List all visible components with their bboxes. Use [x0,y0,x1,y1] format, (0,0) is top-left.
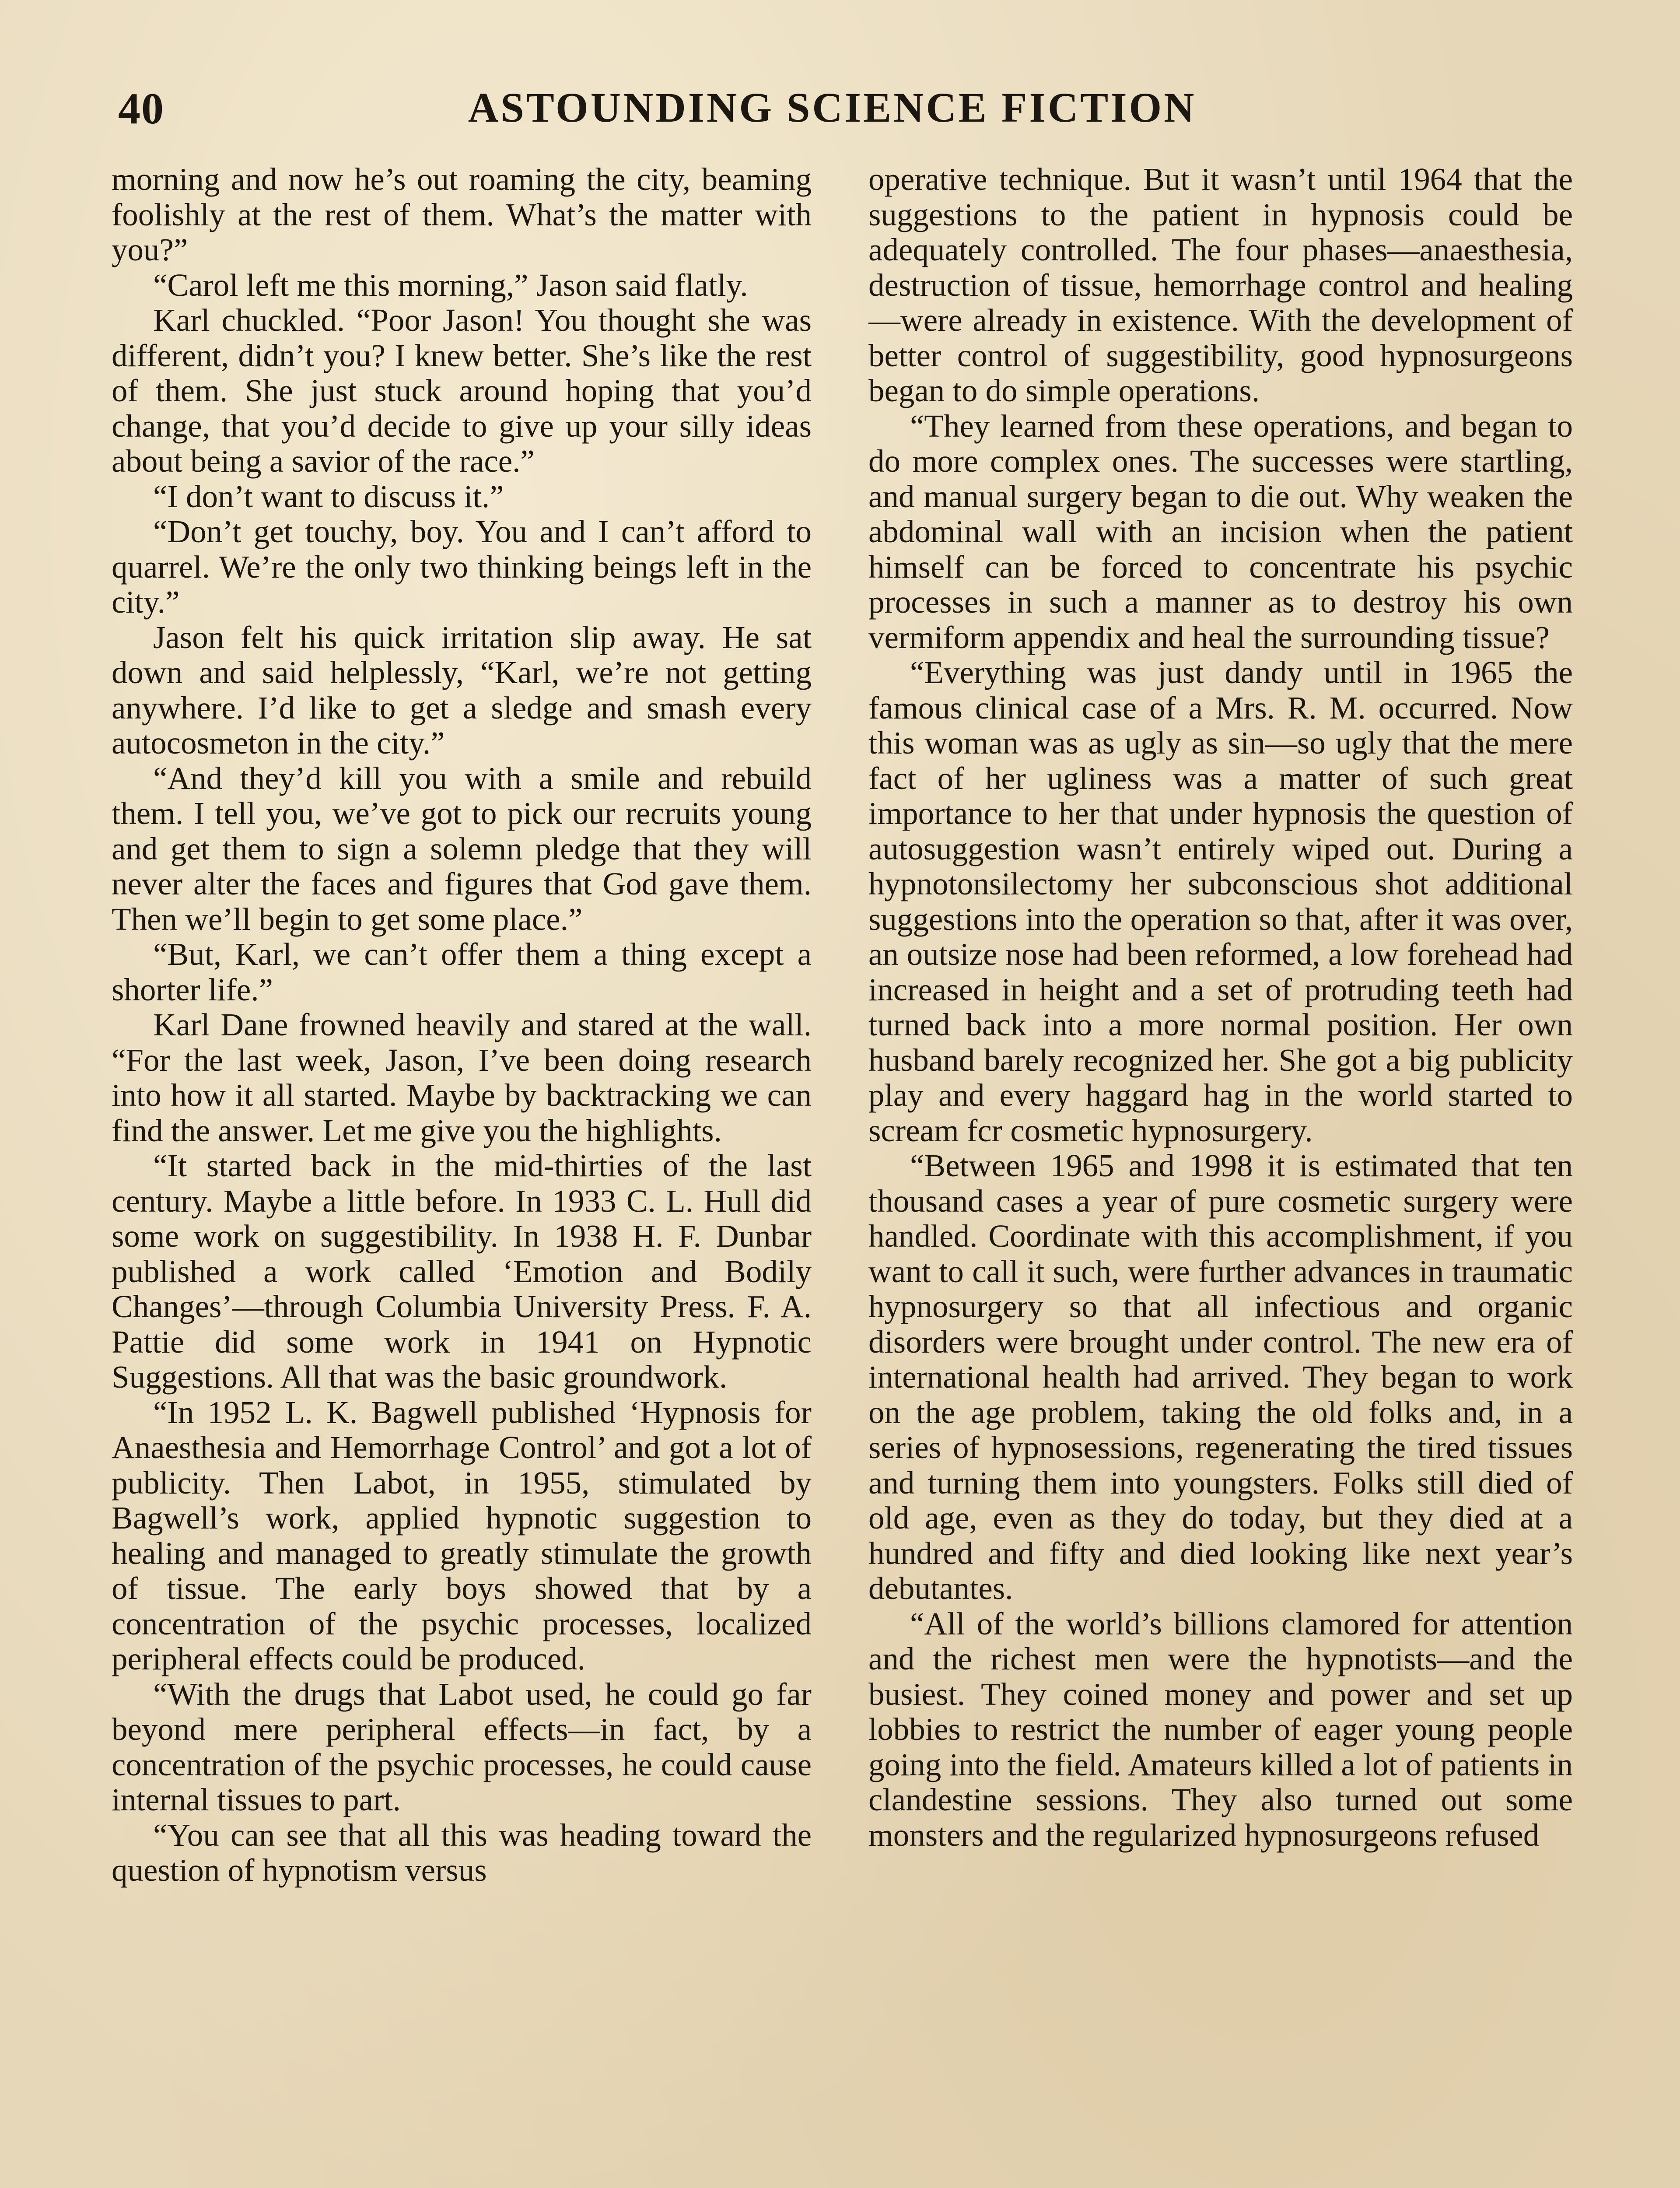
right-column [868,162,1573,2188]
page-number: 40 [118,84,164,133]
paragraph: “Carol left me this morning,” Jason said flatly. [153,267,748,303]
page-header [109,83,1575,144]
paragraph: morning and now he’s out roaming the city, beaming foolishly at the rest of them. What’s the matter with you?” [112,162,812,267]
paragraph: Karl Dane frowned heavily and stared at the wall. “For the last week, Jason, I’ve been doing research into how it all started. Maybe by backtracking we can find the answer. Let me give you the highlights. [112,1007,812,1148]
paragraph: “It started back in the mid-thirties of the last century. Maybe a little before. In 1933 C. L. Hull did some work on suggestibility. In 1938 H. F. Dunbar published a work called ‘Emotion and Bodily Changes’—through Columbia University Press. F. A. Pattie did some work in 1941 on Hypnotic Suggestions. All that was the basic groundwork. [112,1148,812,1395]
left-column [112,162,812,2188]
paragraph: “In 1952 L. K. Bagwell published ‘Hypnosis for Anaesthesia and Hemorrhage Control’ and got a lot of publicity. Then Labot, in 1955, stimulated by Bagwell’s work, applied hypnotic suggestion to healing and managed to greatly stimulate the growth of tissue. The early boys showed that by a concentration of the psychic processes, localized peripheral effects could be produced. [112,1394,812,1676]
paragraph: “And they’d kill you with a smile and rebuild them. I tell you, we’ve got to pick our recruits young and get them to sign a solemn pledge that they will never alter the faces and figures that God gave them. Then we’ll begin to get some place.” [112,760,812,937]
paragraph: Karl chuckled. “Poor Jason! You thought she was different, didn’t you? I knew better. She’s like the rest of them. She just stuck around hoping that you’d change, that you’d decide to give up your silly ideas about being a savior of the race.” [112,302,812,479]
paragraph: “But, Karl, we can’t offer them a thing except a shorter life.” [112,936,812,1007]
paragraph: “Don’t get touchy, boy. You and I can’t afford to quarrel. We’re the only two thinking beings left in the city.” [112,514,812,620]
paragraph: “With the drugs that Labot used, he could go far beyond mere peripheral effects—in fact, by a concentration of the psychic processes, he could cause internal tissues to part. [112,1676,812,1817]
paragraph: Jason felt his quick irritation slip away. He sat down and said helplessly, “Karl, we’re not getting anywhere. I’d like to get a sledge and smash every autocosmeton in the city.” [112,619,812,761]
paragraph: operative technique. But it wasn’t until 1964 that the suggestions to the patient in hypnosis could be adequately controlled. The four phases—anaesthesia, destruction of tissue, hemorrhage control and healing—were already in existence. With the development of better control of suggestibility, good hypnosurgeons began to do simple operations. [868,162,1573,408]
paragraph: “Everything was just dandy until in 1965 the famous clinical case of a Mrs. R. M. occurred. Now this woman was as ugly as sin—so ugly that the mere fact of her ugliness was a matter of such great importance to her that under hypnosis the question of autosuggestion wasn’t entirely wiped out. During a hypnotonsilectomy her subconscious shot additional suggestions into the operation so that, after it was over, an outsize nose had been reformed, a low forehead had increased in height and a set of protruding teeth had turned back into a more normal position. Her own husband barely recognized her. She got a big publicity play and every haggard hag in the world started to scream fcr cosmetic hypnosurgery. [868,655,1573,1148]
paragraph: “They learned from these operations, and began to do more complex ones. The successes were startling, and manual surgery began to die out. Why weaken the abdominal wall with an incision when the patient himself can be forced to concentrate his psychic processes in such a manner as to destroy his own vermiform appendix and heal the surrounding tissue? [868,408,1573,655]
paragraph: “I don’t want to discuss it.” [153,478,504,514]
paragraph: “You can see that all this was heading toward the question of hypnotism versus [112,1817,812,1888]
paragraph: “All of the world’s billions clamored for attention and the richest men were the hypnotists—and the busiest. They coined money and power and set up lobbies to restrict the number of eager young people going into the field. Amateurs killed a lot of patients in clandestine sessions. They also turned out some monsters and the regularized hypnosurgeons refused [868,1606,1573,1853]
running-title: ASTOUNDING SCIENCE FICTION [468,84,1197,131]
paragraph: “Between 1965 and 1998 it is estimated that ten thousand cases a year of pure cosmetic surgery were handled. Coordinate with this accomplishment, if you want to call it such, were further advances in traumatic hypnosurgery so that all infectious and organic disorders were brought under control. The new era of international health had arrived. They began to work on the age problem, taking the old folks and, in a series of hypnosessions, regenerating the tired tissues and turning them into youngsters. Folks still died of old age, even as they do today, but they died at a hundred and fifty and died looking like next year’s debutantes. [868,1148,1573,1606]
